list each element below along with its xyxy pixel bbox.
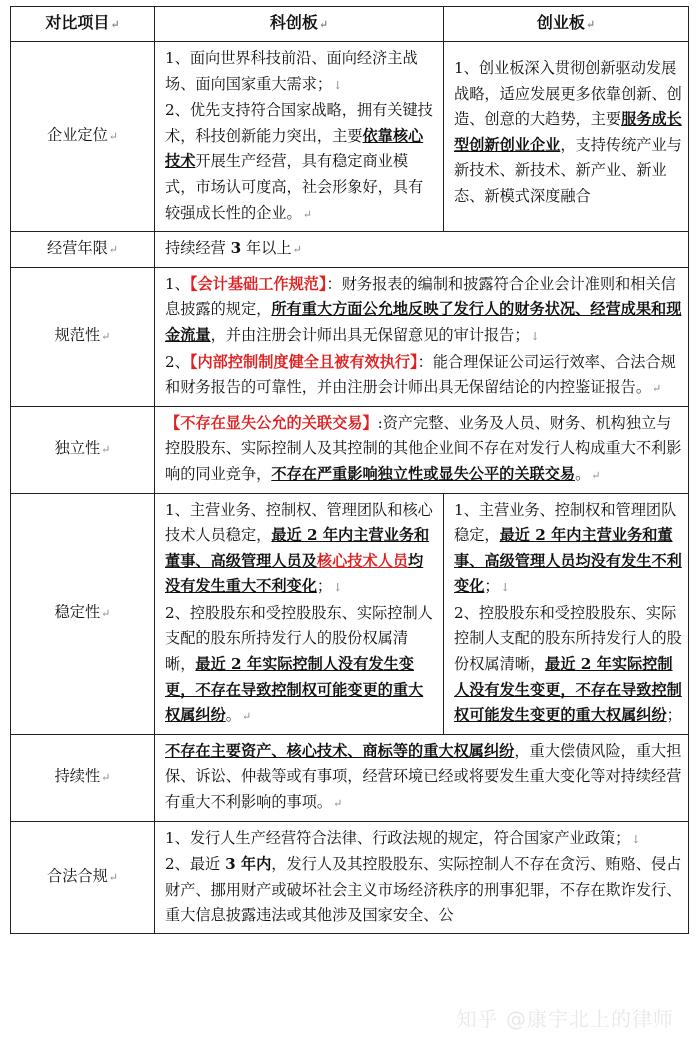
paragraph: 1、主营业务、控制权、管理团队和核心技术人员稳定，最近 2 年内主营业务和董事、高级管理人员及核心技术人员均没有发生重大不利变化；↓	[165, 500, 433, 596]
row-label: 持续性↵	[11, 734, 155, 821]
chinext-cell: 1、创业板深入贯彻创新驱动发展战略，适应发展更多依靠创新、创造、创意的大趋势，主要服务成长型创新创业企业，支持传统产业与新技术、新技术、新产业、新业态、新模式深度融合	[444, 42, 689, 232]
header-star-market: 科创板↵	[155, 7, 444, 42]
paragraph: 2、控股股东和受控股股东、实际控制人支配的股东所持发行人的股份权属清晰，最近 2 年实际控制人没有发生变更，不存在导致控制权可能发生变更的重大权属纠纷；	[454, 603, 682, 725]
paragraph: 1、【会计基础工作规范】：财务报表的编制和披露符合企业会计准则和相关信息披露的规定，所有重大方面公允地反映了发行人的财务状况、经营成果和现金流量，并由注册会计师出具无保留意见的审计报告；↓	[165, 274, 682, 344]
row-label: 企业定位↵	[11, 42, 155, 232]
paragraph: 1、面向世界科技前沿、面向经济主战场、面向国家重大需求；↓	[165, 49, 418, 93]
header-item: 对比项目↵	[11, 7, 155, 42]
paragraph: 2、【内部控制制度健全且被有效执行】：能合理保证公司运行效率、合法合规和财务报告的可靠性，并由注册会计师出具无保留结论的内控鉴证报告。↵	[165, 352, 676, 397]
row-years	[11, 232, 689, 268]
header-chinext: 创业板↵	[444, 7, 689, 42]
merged-cell: 【不存在显失公允的关联交易】:资产完整、业务及人员、财务、机构独立与控股股东、实际控制人及其控制的其他企业间不存在对发行人构成重大不利影响的同业竞争，不存在严重影响独立性或显失公平的关联交易。↵	[155, 406, 689, 493]
merged-cell: 不存在主要资产、核心技术、商标等的重大权属纠纷，重大偿债风险，重大担保、诉讼、仲裁等或有事项，经营环境已经或将要发生重大变化等对持续经营有重大不利影响的事项。↵	[155, 734, 689, 821]
paragraph: 2、最近 3 年内，发行人及其控股股东、实际控制人不存在贪污、贿赂、侵占财产、挪用财产或破坏社会主义市场经济秩序的刑事犯罪，不存在欺诈发行、重大信息披露违法或其他涉及国家安全、公	[165, 855, 682, 925]
row-position	[11, 42, 689, 232]
row-legality	[11, 821, 689, 933]
chinext-cell	[444, 493, 689, 734]
row-sustainability	[11, 734, 689, 821]
row-norms	[11, 267, 689, 406]
merged-cell	[155, 267, 689, 406]
star-market-cell	[155, 42, 444, 232]
row-label: 合法合规↵	[11, 821, 155, 933]
comparison-table	[10, 6, 689, 934]
paragraph: 1、主营业务、控制权和管理团队稳定，最近 2 年内主营业务和董事、高级管理人员均没有发生不利变化；↓	[454, 500, 682, 596]
merged-cell: 持续经营 3 年以上↵	[155, 232, 689, 268]
paragraph: 2、优先支持符合国家战略，拥有关键技术，科技创新能力突出，主要依靠核心技术开展生产经营，具有稳定商业模式，市场认可度高，社会形象好，具有较强成长性的企业。↵	[165, 101, 433, 222]
row-label: 规范性↵	[11, 267, 155, 406]
row-label: 经营年限↵	[11, 232, 155, 268]
row-label: 稳定性↵	[11, 493, 155, 734]
row-independence	[11, 406, 689, 493]
row-stability	[11, 493, 689, 734]
watermark: 知乎 @康宇北上的律师	[456, 1007, 674, 1031]
merged-cell	[155, 821, 689, 933]
paragraph: 2、控股股东和受控股股东、实际控制人支配的股东所持发行人的股份权属清晰，最近 2 年实际控制人没有发生变更，不存在导致控制权可能变更的重大权属纠纷。↵	[165, 603, 433, 725]
star-market-cell	[155, 493, 444, 734]
paragraph: 1、发行人生产经营符合法律、行政法规的规定，符合国家产业政策；↓	[165, 828, 641, 847]
row-label: 独立性↵	[11, 406, 155, 493]
header-row	[11, 7, 689, 42]
